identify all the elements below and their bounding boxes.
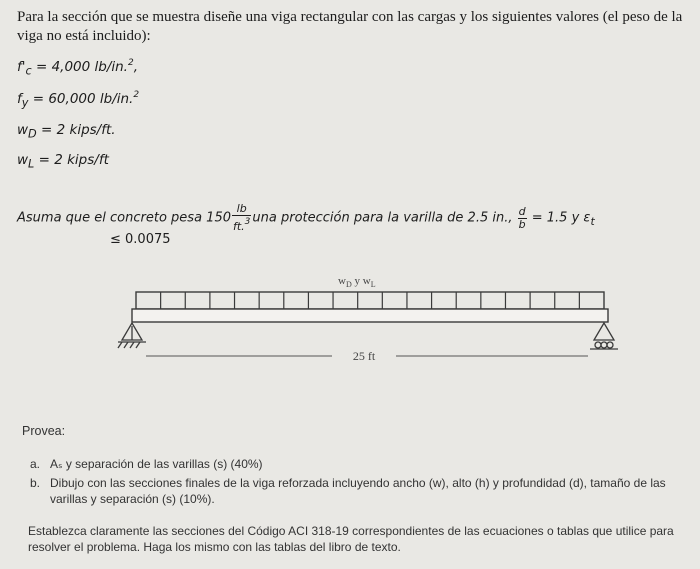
distributed-load-box (136, 292, 604, 309)
beam (132, 309, 608, 322)
left-support (118, 323, 146, 348)
strain-limit: ≤ 0.0075 (110, 232, 171, 247)
provea-heading: Provea: (22, 424, 66, 438)
requirements-list (30, 456, 680, 510)
requirement-b: b. Dibujo con las secciones finales de la viga reforzada incluyendo ancho (w), alto (h) y profundidad (d), tamaño de las varillas y separación (s) (10%). (30, 476, 666, 506)
formula-wl: $w_L = 2$ kips/ft (17, 152, 109, 171)
right-support (590, 323, 618, 349)
closing-instructions: Establezca claramente las secciones del Código ACI 318-19 correspondientes de las ecuaciones o tablas que utilice para resolver el problema. Haga los mismo con las tablas del libro de texto. (28, 524, 674, 554)
requirement-a: a. Aₛ y separación de las varillas (s) (40%) (30, 457, 263, 471)
formula-wd: $w_D = 2$ kips/ft. (17, 122, 116, 141)
problem-intro: Para la sección que se muestra diseñe una viga rectangular con las cargas y los siguientes valores (el peso de la viga no está incluido): (17, 9, 683, 44)
span-label: 25 ft (352, 349, 376, 363)
unit-weight-fraction: $\frac{lb}{ft.^3}$ (232, 202, 251, 233)
beam-diagram (110, 268, 630, 378)
load-ticks (161, 292, 580, 309)
load-label: $w_D$ y $w_L$ (338, 275, 376, 289)
formula-fy: $f_y = 60,000$ lb/in.$^2$ (17, 90, 140, 110)
formula-fc: $f'_c = 4,000$ lb/in.$^2$, (17, 58, 138, 78)
d-over-b-fraction: $\frac{d}{b}$ (518, 204, 526, 231)
assumption-line: Asuma que el concreto pesa 150 $\frac{lb}{ft.^3}$ una protección para la varilla de 2.5 in., $\frac{d}{b}$ = 1.5 y $\varepsilon_t$ (17, 202, 595, 233)
